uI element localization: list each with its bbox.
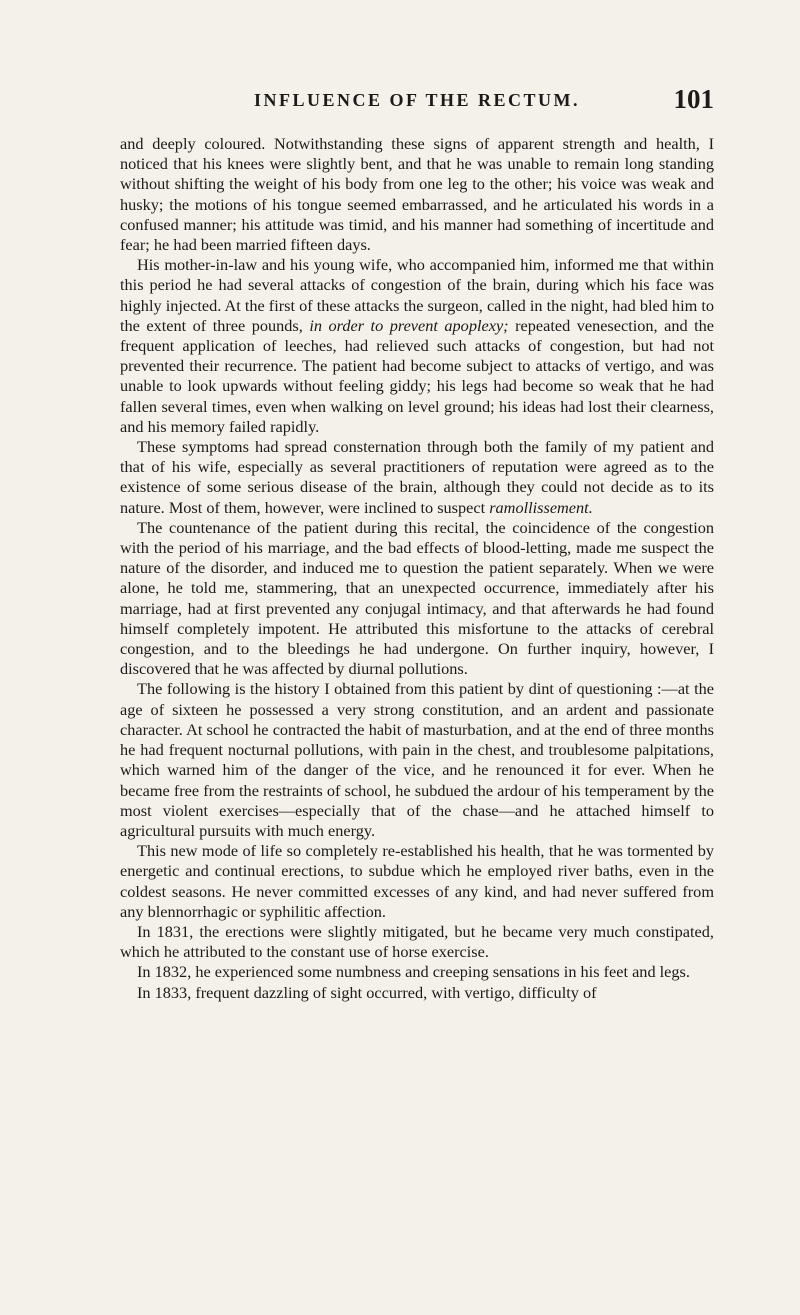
text-segment: These symptoms had spread consternation through both the family of my patient and that of his wife, especially as several practitioners of reputation were agreed as to the existence of some serious disease of the brain, although they could not decide as to its nature. Most of them, however, were inclined to suspect [120, 437, 714, 517]
paragraph-7 [120, 922, 714, 962]
italic-term: ramollissement. [489, 497, 593, 517]
paragraph-9 [120, 983, 714, 1003]
paragraph-3 [120, 437, 714, 518]
italic-phrase: in order to prevent apoplexy; [309, 315, 509, 335]
page-number: 101 [673, 84, 714, 114]
text-segment: In 1831, the erections were slightly mitigated, but he became very much constipated, which he attributed to the constant use of horse exercise. [120, 921, 714, 962]
text-segment: and deeply coloured. Notwithstanding these signs of apparent strength and health, I noticed that his knees were slightly bent, and that he was unable to remain long standing without shifting the weight of his body from one leg to the other; his voice was weak and husky; the motions of his tongue seemed embarrassed, and he articulated his words in a confused manner; his attitude was timid, and his manner had something of incertitude and fear; he had been married fifteen days. [120, 134, 714, 255]
text-segment: The following is the history I obtained from this patient by dint of questioning :—at the age of sixteen he possessed a very strong constitution, and an ardent and passionate character. At school he contracted the habit of masturbation, and at the end of three months he had frequent nocturnal pollutions, with pain in the chest, and troublesome palpitations, which warned him of the danger of the vice, and he renounced it for ever. When he became free from the restraints of school, he subdued the ardour of his temperament by the most violent exercises—especially that of the chase—and he attached himself to agricultural pursuits with much energy. [120, 679, 714, 840]
paragraph-1 [120, 134, 714, 255]
text-segment: The countenance of the patient during this recital, the coincidence of the congestion with the period of his marriage, and the bad effects of blood-letting, made me suspect the nature of the disorder, and induced me to question the patient separately. When we were alone, he told me, stammering, that an unexpected occurrence, immediately after his marriage, had at first prevented any conjugal intimacy, and that afterwards he had found himself completely impotent. He attributed this misfortune to the attacks of cerebral congestion, and to the bleedings he had undergone. On further inquiry, however, I discovered that he was affected by diurnal pollutions. [120, 517, 714, 679]
body-text [120, 134, 714, 1003]
paragraph-2 [120, 255, 714, 437]
paragraph-5 [120, 679, 714, 841]
text-segment: In 1832, he experienced some numbness and creeping sensations in his feet and legs. [137, 962, 690, 982]
paragraph-4 [120, 518, 714, 680]
text-segment: His mother-in-law and his young wife, who accompanied him, informed me that within this period he had several attacks of congestion of the brain, during which his face was highly injected. At the first of these attacks the surgeon, called in the night, had bled him to the extent of three pounds, [120, 255, 714, 335]
running-head [120, 86, 714, 120]
text-segment: This new mode of life so completely re-established his health, that he was tormented by energetic and continual erections, to subdue which he employed river baths, even in the coldest seasons. He never committed excesses of any kind, and had never suffered from any blennorrhagic or syphilitic affection. [120, 841, 714, 921]
paragraph-8 [120, 962, 714, 982]
text-segment: In 1833, frequent dazzling of sight occurred, with vertigo, difficulty of [137, 982, 597, 1002]
text-segment: repeated venesection, and the frequent application of leeches, had relieved such attacks of congestion, but had not prevented their recurrence. The patient had become subject to attacks of vertigo, and was unable to look upwards without feeling giddy; his legs had become so weak that he had fallen several times, even when walking on level ground; his ideas had lost their clearness, and his memory failed rapidly. [120, 315, 714, 436]
running-title: INFLUENCE OF THE RECTUM. [253, 90, 581, 110]
paragraph-6 [120, 841, 714, 922]
